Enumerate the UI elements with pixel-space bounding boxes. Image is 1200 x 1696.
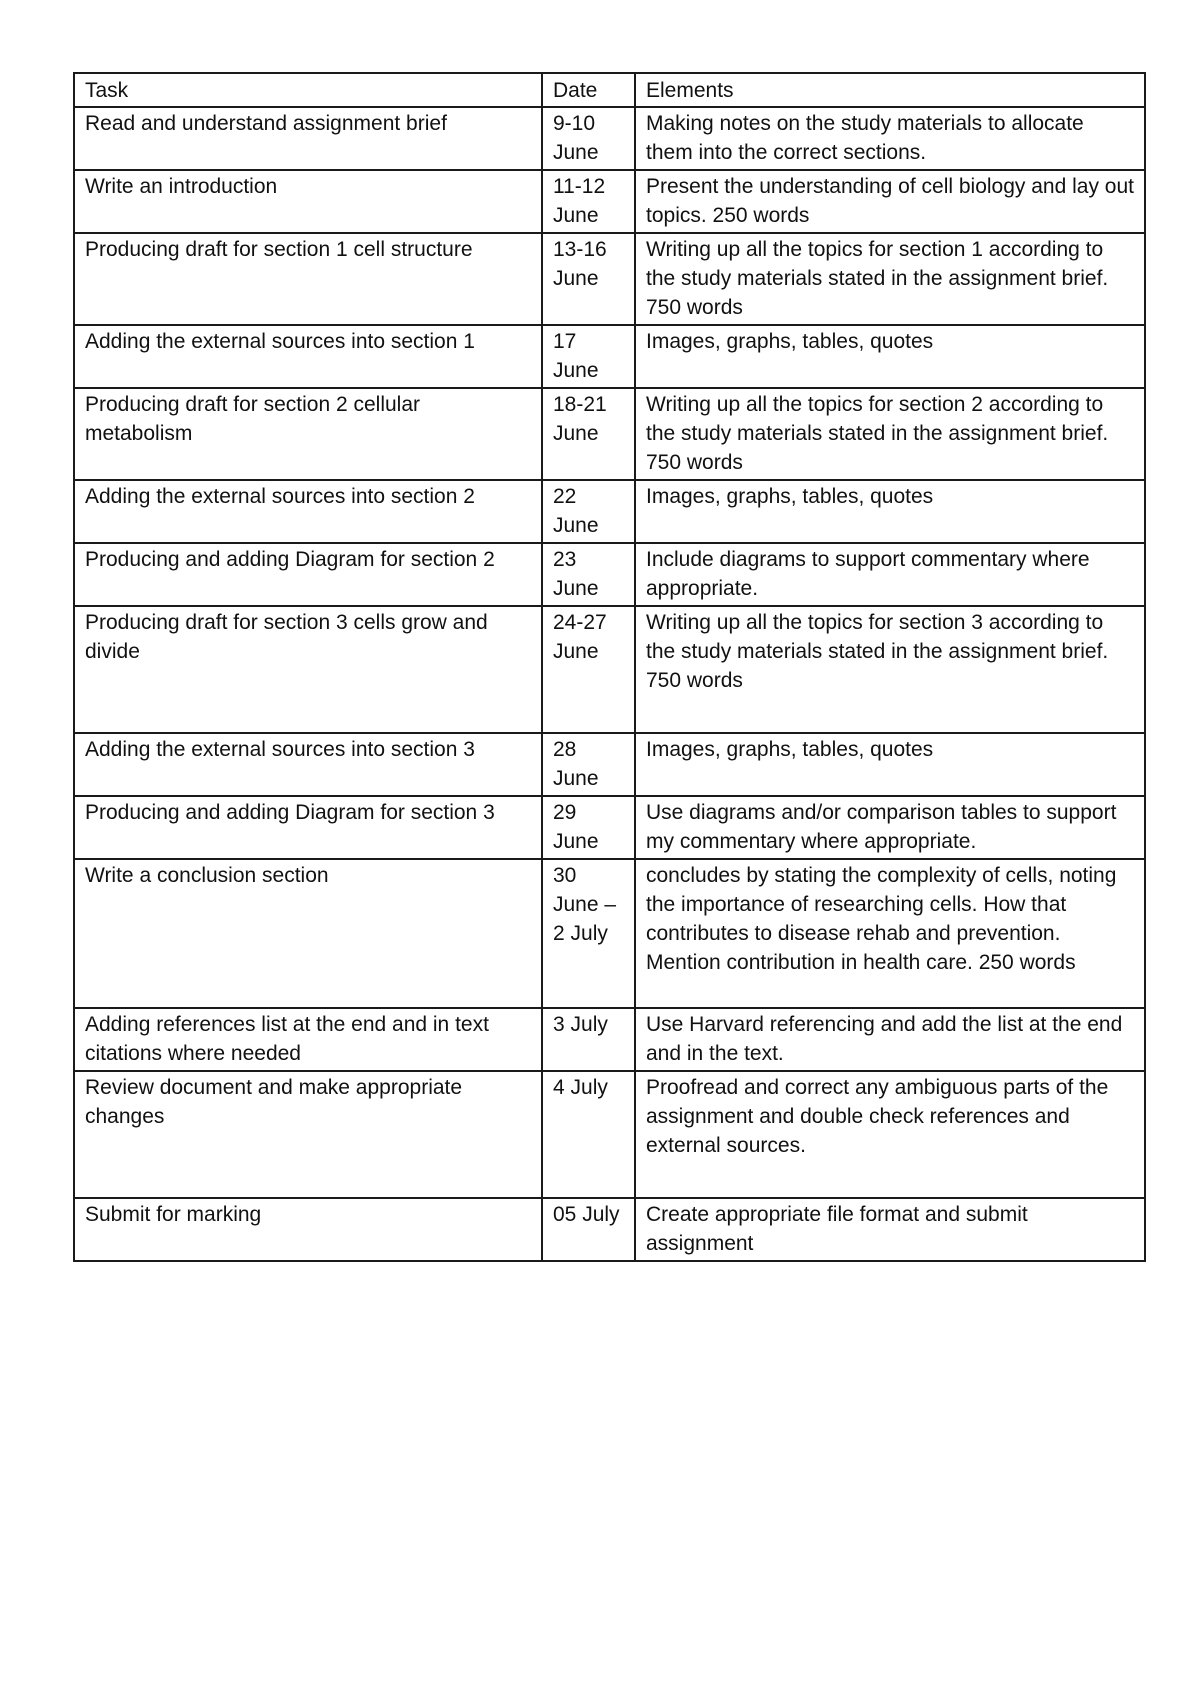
table-row [74, 1008, 1145, 1071]
date-cell: 18-21 June [542, 388, 635, 480]
elements-cell: Use Harvard referencing and add the list at the end and in the text. [635, 1008, 1145, 1071]
schedule-table [73, 72, 1146, 1262]
date-cell: 29 June [542, 796, 635, 859]
task-cell: Producing draft for section 2 cellular metabolism [74, 388, 542, 480]
date-cell: 22 June [542, 480, 635, 543]
date-cell: 05 July [542, 1198, 635, 1261]
elements-cell: Present the understanding of cell biology and lay out topics. 250 words [635, 170, 1145, 233]
task-cell: Producing draft for section 3 cells grow and divide [74, 606, 542, 733]
elements-cell: Writing up all the topics for section 2 according to the study materials stated in the assignment brief. 750 words [635, 388, 1145, 480]
table-row [74, 233, 1145, 325]
table-row [74, 733, 1145, 796]
elements-cell: Create appropriate file format and submit assignment [635, 1198, 1145, 1261]
date-cell: 9-10 June [542, 107, 635, 170]
header-date: Date [542, 73, 635, 107]
table-row [74, 796, 1145, 859]
task-cell: Write a conclusion section [74, 859, 542, 1008]
task-cell: Producing and adding Diagram for section 3 [74, 796, 542, 859]
elements-cell: Images, graphs, tables, quotes [635, 480, 1145, 543]
task-cell: Adding the external sources into section 1 [74, 325, 542, 388]
elements-cell: Writing up all the topics for section 3 according to the study materials stated in the assignment brief. 750 words [635, 606, 1145, 733]
task-cell: Write an introduction [74, 170, 542, 233]
date-cell: 23 June [542, 543, 635, 606]
date-cell: 30 June – 2 July [542, 859, 635, 1008]
date-cell: 11-12 June [542, 170, 635, 233]
elements-cell: concludes by stating the complexity of cells, noting the importance of researching cells. How that contributes to disease rehab and prevention. Mention contribution in health care. 250 words [635, 859, 1145, 1008]
elements-cell: Proofread and correct any ambiguous parts of the assignment and double check references and external sources. [635, 1071, 1145, 1198]
table-row [74, 107, 1145, 170]
header-elements: Elements [635, 73, 1145, 107]
table-row [74, 480, 1145, 543]
date-cell: 28 June [542, 733, 635, 796]
task-cell: Review document and make appropriate changes [74, 1071, 542, 1198]
table-row [74, 1198, 1145, 1261]
date-cell: 13-16 June [542, 233, 635, 325]
elements-cell: Writing up all the topics for section 1 according to the study materials stated in the assignment brief. 750 words [635, 233, 1145, 325]
task-cell: Adding the external sources into section 2 [74, 480, 542, 543]
date-cell: 4 July [542, 1071, 635, 1198]
elements-cell: Images, graphs, tables, quotes [635, 325, 1145, 388]
date-cell: 3 July [542, 1008, 635, 1071]
date-cell: 17 June [542, 325, 635, 388]
task-cell: Adding the external sources into section 3 [74, 733, 542, 796]
task-cell: Producing draft for section 1 cell structure [74, 233, 542, 325]
task-cell: Adding references list at the end and in text citations where needed [74, 1008, 542, 1071]
table-row [74, 1071, 1145, 1198]
date-cell: 24-27 June [542, 606, 635, 733]
table-row [74, 170, 1145, 233]
elements-cell: Making notes on the study materials to allocate them into the correct sections. [635, 107, 1145, 170]
task-cell: Submit for marking [74, 1198, 542, 1261]
elements-cell: Images, graphs, tables, quotes [635, 733, 1145, 796]
table-row [74, 325, 1145, 388]
task-cell: Producing and adding Diagram for section 2 [74, 543, 542, 606]
task-cell: Read and understand assignment brief [74, 107, 542, 170]
table-header-row [74, 73, 1145, 107]
table-row [74, 388, 1145, 480]
table-row [74, 859, 1145, 1008]
table-row [74, 543, 1145, 606]
elements-cell: Use diagrams and/or comparison tables to support my commentary where appropriate. [635, 796, 1145, 859]
header-task: Task [74, 73, 542, 107]
table-row [74, 606, 1145, 733]
elements-cell: Include diagrams to support commentary where appropriate. [635, 543, 1145, 606]
